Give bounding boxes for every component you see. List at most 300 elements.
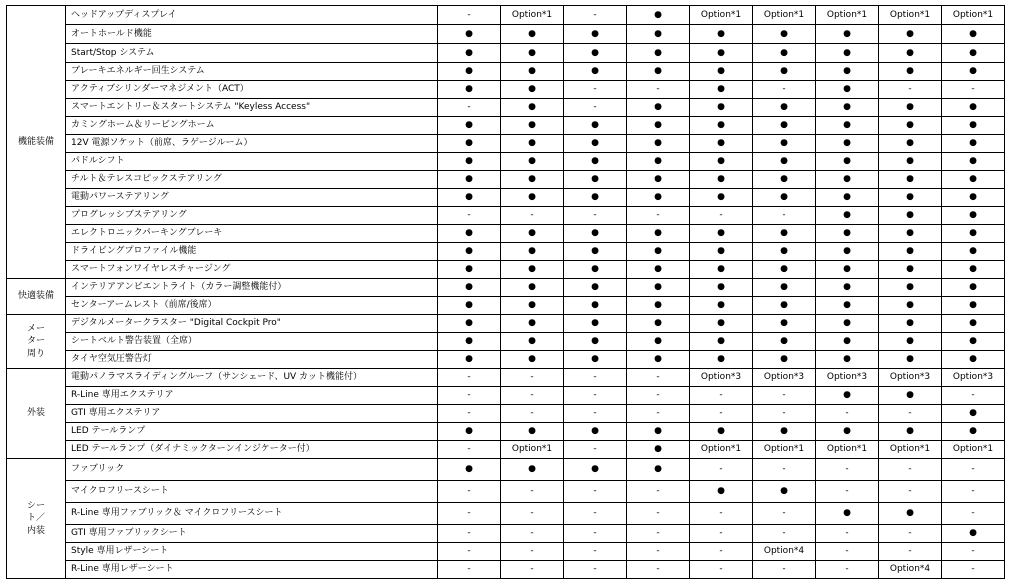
table-row	[7, 279, 1005, 297]
value-cell: ●	[816, 81, 879, 99]
feature-label: スマートフォンワイヤレスチャージング	[66, 261, 438, 279]
value-cell: Option*1	[879, 6, 942, 25]
value-cell: ●	[942, 207, 1005, 225]
value-cell: ●	[438, 333, 501, 351]
table-row	[7, 351, 1005, 369]
table-row	[7, 459, 1005, 481]
value-cell: ●	[942, 279, 1005, 297]
value-cell: ●	[564, 153, 627, 171]
value-cell: ●	[816, 387, 879, 405]
category-cell	[7, 279, 66, 315]
value-cell: -	[879, 525, 942, 543]
value-cell: ●	[942, 243, 1005, 261]
value-cell: ●	[942, 63, 1005, 81]
table-row	[7, 481, 1005, 503]
value-cell: ●	[438, 243, 501, 261]
value-cell: -	[564, 561, 627, 579]
value-cell: Option*4	[753, 543, 816, 561]
value-cell: ●	[627, 117, 690, 135]
value-cell: ●	[816, 207, 879, 225]
value-cell: ●	[879, 261, 942, 279]
table-row	[7, 225, 1005, 243]
value-cell: -	[564, 525, 627, 543]
value-cell: ●	[438, 315, 501, 333]
value-cell: ●	[879, 279, 942, 297]
value-cell: ●	[690, 333, 753, 351]
value-cell: -	[501, 503, 564, 525]
feature-label: シートベルト警告装置（全席）	[66, 333, 438, 351]
value-cell: ●	[879, 315, 942, 333]
value-cell: ●	[564, 63, 627, 81]
table-row	[7, 243, 1005, 261]
value-cell: ●	[438, 63, 501, 81]
value-cell: ●	[942, 189, 1005, 207]
value-cell: -	[879, 543, 942, 561]
value-cell: ●	[879, 63, 942, 81]
value-cell: ●	[942, 44, 1005, 63]
value-cell: ●	[816, 189, 879, 207]
feature-label: カミングホーム＆リービングホーム	[66, 117, 438, 135]
value-cell: -	[438, 99, 501, 117]
value-cell: ●	[501, 63, 564, 81]
value-cell: ●	[627, 6, 690, 25]
value-cell: ●	[564, 261, 627, 279]
table-row	[7, 135, 1005, 153]
value-cell: ●	[753, 25, 816, 44]
value-cell: ●	[753, 171, 816, 189]
value-cell: ●	[501, 81, 564, 99]
feature-label: スマートエントリー＆スタートシステム "Keyless Access"	[66, 99, 438, 117]
value-cell: ●	[816, 44, 879, 63]
value-cell: ●	[627, 25, 690, 44]
value-cell: -	[816, 405, 879, 423]
value-cell: ●	[627, 351, 690, 369]
value-cell: ●	[816, 423, 879, 441]
value-cell: ●	[816, 153, 879, 171]
value-cell: ●	[879, 297, 942, 315]
table-row	[7, 561, 1005, 579]
category-cell	[7, 315, 66, 369]
value-cell: ●	[753, 261, 816, 279]
value-cell: ●	[690, 481, 753, 503]
value-cell: ●	[816, 243, 879, 261]
value-cell: -	[438, 503, 501, 525]
value-cell: ●	[564, 423, 627, 441]
value-cell: ●	[438, 135, 501, 153]
value-cell: -	[753, 503, 816, 525]
value-cell: -	[438, 543, 501, 561]
table-row	[7, 81, 1005, 99]
value-cell: Option*1	[879, 441, 942, 459]
feature-label: インテリアアンビエントライト（カラー調整機能付）	[66, 279, 438, 297]
value-cell: Option*3	[879, 369, 942, 387]
value-cell: -	[564, 405, 627, 423]
value-cell: -	[501, 543, 564, 561]
value-cell: ●	[879, 117, 942, 135]
value-cell: ●	[627, 225, 690, 243]
table-row	[7, 369, 1005, 387]
value-cell: Option*1	[816, 6, 879, 25]
table-row	[7, 503, 1005, 525]
value-cell: ●	[753, 135, 816, 153]
value-cell: ●	[879, 351, 942, 369]
feature-label: 12V 電源ソケット（前席、ラゲージルーム）	[66, 135, 438, 153]
feature-label: R-Line 専用エクステリア	[66, 387, 438, 405]
value-cell: -	[690, 543, 753, 561]
value-cell: -	[690, 503, 753, 525]
value-cell: ●	[942, 333, 1005, 351]
value-cell: -	[564, 441, 627, 459]
value-cell: ●	[627, 135, 690, 153]
value-cell: ●	[753, 243, 816, 261]
value-cell: ●	[564, 44, 627, 63]
feature-label: ヘッドアップディスプレイ	[66, 6, 438, 25]
table-row	[7, 315, 1005, 333]
value-cell: ●	[816, 117, 879, 135]
value-cell: ●	[564, 189, 627, 207]
value-cell: ●	[438, 279, 501, 297]
value-cell: ●	[438, 261, 501, 279]
value-cell: ●	[753, 44, 816, 63]
value-cell: ●	[690, 297, 753, 315]
value-cell: -	[501, 387, 564, 405]
value-cell: ●	[564, 351, 627, 369]
value-cell: ●	[816, 297, 879, 315]
value-cell: ●	[438, 351, 501, 369]
value-cell: ●	[942, 351, 1005, 369]
value-cell: ●	[879, 243, 942, 261]
category-label: メーター周り	[26, 324, 45, 359]
table-row	[7, 297, 1005, 315]
value-cell: -	[879, 405, 942, 423]
value-cell: -	[438, 561, 501, 579]
table-row	[7, 441, 1005, 459]
value-cell: ●	[879, 153, 942, 171]
value-cell: -	[438, 441, 501, 459]
feature-label: Start/Stop システム	[66, 44, 438, 63]
value-cell: ●	[816, 171, 879, 189]
table-row	[7, 99, 1005, 117]
value-cell: ●	[816, 63, 879, 81]
value-cell: Option*1	[690, 6, 753, 25]
value-cell: ●	[942, 225, 1005, 243]
value-cell: Option*4	[879, 561, 942, 579]
category-label: 機能装備	[17, 136, 54, 147]
value-cell: -	[438, 369, 501, 387]
value-cell: ●	[564, 243, 627, 261]
value-cell: ●	[879, 44, 942, 63]
value-cell: ●	[627, 171, 690, 189]
value-cell: ●	[690, 261, 753, 279]
equipment-table	[6, 5, 1005, 579]
feature-label: R-Line 専用レザーシート	[66, 561, 438, 579]
value-cell: ●	[501, 333, 564, 351]
value-cell: ●	[753, 423, 816, 441]
value-cell: -	[501, 207, 564, 225]
feature-label: Style 専用レザーシート	[66, 543, 438, 561]
value-cell: -	[627, 561, 690, 579]
value-cell: -	[501, 525, 564, 543]
table-row	[7, 207, 1005, 225]
feature-label: マイクロフリースシート	[66, 481, 438, 503]
table-row	[7, 387, 1005, 405]
value-cell: -	[879, 481, 942, 503]
value-cell: ●	[942, 153, 1005, 171]
value-cell: -	[942, 561, 1005, 579]
table-row	[7, 333, 1005, 351]
value-cell: -	[753, 81, 816, 99]
value-cell: ●	[816, 351, 879, 369]
feature-label: パドルシフト	[66, 153, 438, 171]
value-cell: Option*3	[816, 369, 879, 387]
value-cell: ●	[816, 99, 879, 117]
value-cell: ●	[816, 135, 879, 153]
value-cell: ●	[627, 459, 690, 481]
table-row	[7, 189, 1005, 207]
value-cell: ●	[627, 189, 690, 207]
value-cell: ●	[627, 279, 690, 297]
value-cell: ●	[942, 261, 1005, 279]
value-cell: ●	[564, 315, 627, 333]
value-cell: ●	[753, 297, 816, 315]
feature-label: ドライビングプロファイル機能	[66, 243, 438, 261]
value-cell: -	[501, 481, 564, 503]
value-cell: ●	[438, 297, 501, 315]
value-cell: ●	[690, 315, 753, 333]
value-cell: ●	[879, 171, 942, 189]
value-cell: -	[438, 405, 501, 423]
value-cell: ●	[753, 333, 816, 351]
value-cell: -	[753, 459, 816, 481]
table-row	[7, 153, 1005, 171]
value-cell: -	[942, 81, 1005, 99]
value-cell: ●	[564, 171, 627, 189]
value-cell: ●	[753, 225, 816, 243]
value-cell: ●	[942, 525, 1005, 543]
value-cell: Option*1	[942, 6, 1005, 25]
value-cell: ●	[501, 423, 564, 441]
value-cell: ●	[879, 99, 942, 117]
value-cell: -	[438, 387, 501, 405]
value-cell: ●	[501, 189, 564, 207]
feature-label: タイヤ空気圧警告灯	[66, 351, 438, 369]
value-cell: ●	[690, 171, 753, 189]
value-cell: -	[690, 387, 753, 405]
value-cell: -	[627, 405, 690, 423]
value-cell: ●	[942, 315, 1005, 333]
value-cell: ●	[690, 63, 753, 81]
value-cell: -	[816, 459, 879, 481]
table-row	[7, 6, 1005, 25]
value-cell: -	[942, 503, 1005, 525]
value-cell: ●	[816, 279, 879, 297]
value-cell: ●	[627, 333, 690, 351]
value-cell: -	[690, 459, 753, 481]
value-cell: -	[627, 387, 690, 405]
value-cell: ●	[564, 225, 627, 243]
table-row	[7, 543, 1005, 561]
value-cell: ●	[816, 25, 879, 44]
value-cell: ●	[753, 481, 816, 503]
value-cell: ●	[564, 333, 627, 351]
value-cell: ●	[942, 117, 1005, 135]
value-cell: ●	[942, 99, 1005, 117]
value-cell: -	[627, 481, 690, 503]
value-cell: ●	[753, 63, 816, 81]
value-cell: -	[438, 525, 501, 543]
value-cell: -	[627, 503, 690, 525]
category-label: 外装	[26, 408, 45, 419]
table-row	[7, 423, 1005, 441]
value-cell: -	[753, 561, 816, 579]
value-cell: ●	[690, 153, 753, 171]
table-row	[7, 525, 1005, 543]
value-cell: ●	[753, 279, 816, 297]
feature-label: GTI 専用ファブリックシート	[66, 525, 438, 543]
feature-label: センターアームレスト（前席/後席）	[66, 297, 438, 315]
value-cell: Option*3	[942, 369, 1005, 387]
value-cell: ●	[816, 315, 879, 333]
value-cell: -	[564, 99, 627, 117]
value-cell: -	[690, 561, 753, 579]
value-cell: -	[564, 387, 627, 405]
category-label: 快適装備	[17, 291, 54, 302]
table-row	[7, 63, 1005, 81]
value-cell: -	[942, 387, 1005, 405]
table-row	[7, 25, 1005, 44]
value-cell: ●	[438, 44, 501, 63]
value-cell: -	[690, 525, 753, 543]
value-cell: ●	[690, 44, 753, 63]
value-cell: ●	[690, 99, 753, 117]
table-row	[7, 117, 1005, 135]
value-cell: ●	[690, 81, 753, 99]
value-cell: ●	[501, 315, 564, 333]
value-cell: ●	[564, 297, 627, 315]
feature-label: デジタルメータークラスター "Digital Cockpit Pro"	[66, 315, 438, 333]
value-cell: ●	[627, 99, 690, 117]
value-cell: ●	[627, 243, 690, 261]
table-row	[7, 171, 1005, 189]
value-cell: Option*1	[942, 441, 1005, 459]
value-cell: ●	[816, 333, 879, 351]
value-cell: -	[627, 525, 690, 543]
value-cell: -	[627, 369, 690, 387]
value-cell: -	[753, 207, 816, 225]
value-cell: ●	[690, 351, 753, 369]
value-cell: -	[942, 459, 1005, 481]
value-cell: ●	[627, 44, 690, 63]
value-cell: ●	[501, 459, 564, 481]
value-cell: -	[564, 6, 627, 25]
value-cell: ●	[564, 117, 627, 135]
value-cell: ●	[501, 243, 564, 261]
value-cell: ●	[438, 423, 501, 441]
value-cell: ●	[942, 25, 1005, 44]
value-cell: ●	[501, 261, 564, 279]
value-cell: ●	[690, 423, 753, 441]
value-cell: -	[627, 543, 690, 561]
category-cell	[7, 6, 66, 279]
value-cell: ●	[564, 135, 627, 153]
value-cell: ●	[753, 351, 816, 369]
value-cell: ●	[438, 459, 501, 481]
value-cell: -	[753, 405, 816, 423]
value-cell: -	[564, 81, 627, 99]
value-cell: ●	[879, 135, 942, 153]
value-cell: ●	[564, 459, 627, 481]
value-cell: ●	[753, 189, 816, 207]
feature-label: LED テールランプ（ダイナミックターンインジケーター付）	[66, 441, 438, 459]
feature-label: ファブリック	[66, 459, 438, 481]
value-cell: ●	[942, 405, 1005, 423]
value-cell: -	[564, 481, 627, 503]
value-cell: -	[438, 207, 501, 225]
feature-label: 電動パワーステアリング	[66, 189, 438, 207]
value-cell: ●	[627, 297, 690, 315]
value-cell: ●	[627, 63, 690, 81]
value-cell: -	[816, 561, 879, 579]
value-cell: ●	[438, 117, 501, 135]
value-cell: -	[942, 481, 1005, 503]
value-cell: ●	[942, 135, 1005, 153]
value-cell: ●	[753, 99, 816, 117]
category-cell	[7, 459, 66, 579]
feature-label: 電動パノラマスライディングルーフ（サンシェード、UV カット機能付）	[66, 369, 438, 387]
value-cell: Option*1	[501, 6, 564, 25]
value-cell: ●	[627, 315, 690, 333]
feature-label: エレクトロニックパーキングブレーキ	[66, 225, 438, 243]
value-cell: ●	[501, 44, 564, 63]
value-cell: ●	[879, 423, 942, 441]
feature-label: ブレーキエネルギー回生システム	[66, 63, 438, 81]
value-cell: ●	[438, 81, 501, 99]
value-cell: ●	[690, 25, 753, 44]
value-cell: ●	[501, 279, 564, 297]
value-cell: ●	[690, 279, 753, 297]
value-cell: ●	[501, 171, 564, 189]
value-cell: -	[690, 207, 753, 225]
value-cell: ●	[690, 135, 753, 153]
value-cell: -	[627, 81, 690, 99]
value-cell: ●	[564, 279, 627, 297]
value-cell: ●	[816, 225, 879, 243]
value-cell: ●	[501, 225, 564, 243]
value-cell: ●	[816, 503, 879, 525]
value-cell: ●	[501, 135, 564, 153]
value-cell: Option*3	[753, 369, 816, 387]
feature-label: チルト＆テレスコピックステアリング	[66, 171, 438, 189]
value-cell: ●	[627, 423, 690, 441]
category-cell	[7, 369, 66, 459]
value-cell: ●	[879, 387, 942, 405]
value-cell: -	[501, 561, 564, 579]
value-cell: -	[816, 525, 879, 543]
value-cell: ●	[438, 225, 501, 243]
value-cell: ●	[753, 315, 816, 333]
value-cell: ●	[627, 441, 690, 459]
value-cell: ●	[879, 25, 942, 44]
table-row	[7, 44, 1005, 63]
value-cell: -	[879, 459, 942, 481]
value-cell: ●	[564, 25, 627, 44]
value-cell: -	[501, 405, 564, 423]
value-cell: ●	[627, 261, 690, 279]
value-cell: ●	[942, 423, 1005, 441]
feature-label: アクティブシリンダーマネジメント（ACT）	[66, 81, 438, 99]
value-cell: ●	[501, 99, 564, 117]
value-cell: -	[942, 543, 1005, 561]
